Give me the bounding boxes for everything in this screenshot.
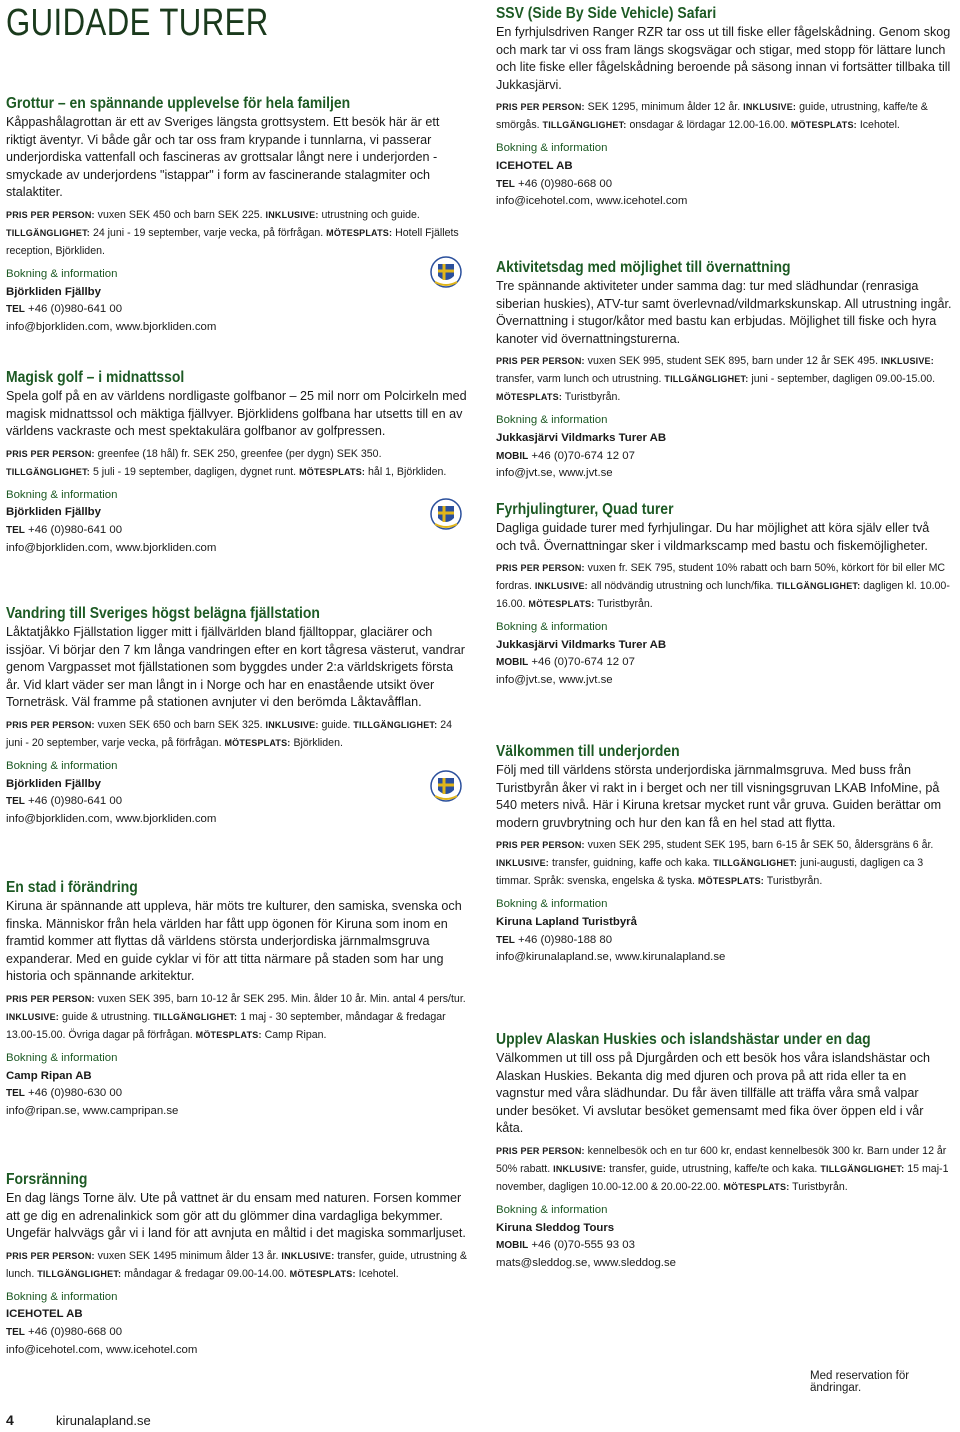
contact-heading: Bokning & information bbox=[496, 142, 608, 155]
fact-text: greenfee (18 hål) fr. SEK 250, greenfee (per dygn) SEK 350. bbox=[94, 447, 382, 460]
fact-text: Icehotel. bbox=[856, 119, 900, 132]
contact-heading: Bokning & information bbox=[496, 898, 608, 911]
phone-label: TEL bbox=[6, 796, 25, 808]
entry-facts bbox=[6, 445, 468, 481]
fact-text: vuxen fr. SEK 795, student 10% rabatt och barn 50%, körkort för bil eller MC fordras. bbox=[496, 562, 946, 593]
fact-label: MÖTESPLATS: bbox=[326, 227, 393, 238]
fact-label: INKLUSIVE: bbox=[265, 719, 319, 730]
tour-entry bbox=[496, 1030, 952, 1272]
fact-label: TILLGÄNGLIGHET: bbox=[353, 719, 438, 730]
entry-description: Följ med till världens största underjordiska järnmalmsgruva. Med buss från Turistbyrån åker vi rakt in i berget och ner till visningsgruvan LKAB InfoMine, på 540 meters nivå. Här i Kiruna kretsar mycket runt vår gruva. Guiden berättar om modern gruvbrytning och hur den kan få en hel stad att flytta. bbox=[496, 763, 942, 830]
entry-facts bbox=[496, 836, 952, 890]
contact-organization: Björkliden Fjällby bbox=[6, 777, 101, 790]
fact-text: Turistbyrån. bbox=[562, 391, 621, 404]
footer-site: kirunalapland.se bbox=[56, 1413, 151, 1428]
fact-label: MÖTESPLATS: bbox=[224, 737, 291, 748]
contact-block bbox=[496, 412, 952, 482]
contact-phone-line bbox=[496, 654, 952, 672]
fact-text: Björkliden. bbox=[290, 736, 343, 749]
contact-organization: Kiruna Lapland Turistbyrå bbox=[496, 915, 637, 928]
entry-facts bbox=[6, 1247, 468, 1283]
contact-email-web-link[interactable]: info@icehotel.com, www.icehotel.com bbox=[6, 1343, 198, 1356]
fact-text: kennelbesök och en tur 600 kr, endast kennelbesök 300 kr. Barn under 12 år 50% rabatt. bbox=[496, 1144, 947, 1175]
phone-number[interactable]: +46 (0)70-674 12 07 bbox=[528, 656, 635, 669]
tour-entry bbox=[496, 4, 952, 211]
contact-block bbox=[6, 266, 468, 336]
entry-description: Kåppashålagrottan är ett av Sveriges längsta grottsystem. Ett besök här är ett riktigt äventyr. Vi både går och tar oss fram krypande i tunnlarna, vi passerar underjordiska vattenfall och fascineras av grottsalar långt nere i underjorden - smyckade av underjordens "istappar" i form av fascinerande stalagmiter och stalaktiter. bbox=[6, 115, 440, 200]
phone-number[interactable]: +46 (0)980-668 00 bbox=[514, 177, 613, 190]
entry-facts bbox=[496, 98, 952, 134]
entry-description: Kiruna är spännande att uppleva, här möts tre kulturer, den samiska, svenska och finska. Människor från hela världen har fått upp ögonen för Kiruna som inom en framtid kommer att flyttas då världens största underjordiska järnmalmsgruva expanderar. Med en guide cyklar vi för att titta närmare på staden som har ung historia och spännande arkitektur. bbox=[6, 899, 462, 984]
phone-label: TEL bbox=[6, 524, 25, 536]
phone-number[interactable]: +46 (0)980-641 00 bbox=[24, 795, 123, 808]
contact-email-web-link[interactable]: info@bjorkliden.com, www.bjorkliden.com bbox=[6, 320, 217, 333]
tour-entry bbox=[6, 604, 468, 828]
fact-text: 24 juni - 20 september, varje vecka, på förfrågan. bbox=[6, 718, 453, 749]
fact-text: 5 juli - 19 september, dagligen, dygnet runt. bbox=[90, 465, 300, 478]
contact-email-web-link[interactable]: info@ripan.se, www.campripan.se bbox=[6, 1104, 179, 1117]
fact-label: INKLUSIVE: bbox=[880, 356, 934, 367]
contact-email-web-link[interactable]: info@jvt.se, www.jvt.se bbox=[496, 467, 613, 480]
quality-emblem-icon bbox=[430, 254, 462, 290]
phone-label: TEL bbox=[6, 304, 25, 316]
phone-number[interactable]: +46 (0)980-630 00 bbox=[24, 1087, 123, 1100]
entry-title: Aktivitetsdag med möjlighet till övernattning bbox=[496, 259, 791, 276]
contact-heading: Bokning & information bbox=[6, 488, 118, 501]
fact-label: INKLUSIVE: bbox=[265, 209, 319, 220]
fact-text: guide. bbox=[318, 718, 354, 731]
phone-label: TEL bbox=[496, 178, 515, 190]
entry-facts bbox=[496, 559, 952, 613]
entry-description: En dag längs Torne älv. Ute på vattnet är du ensam med naturen. Forsen kommer att ge dig en adrenalinkick som gör att du glömmer dina vardagliga bekymmer. Ungefär halvvägs går vi i land för att avnjuta en måltid i det magiska sommarljuset. bbox=[6, 1191, 466, 1241]
tour-entry bbox=[6, 878, 468, 1120]
quality-emblem-icon bbox=[430, 768, 462, 804]
fact-text: transfer, guidning, kaffe och kaka. bbox=[549, 857, 714, 870]
fact-text: måndagar & fredagar 09.00-14.00. bbox=[121, 1267, 290, 1280]
fact-text: 1 maj - 30 september, måndagar & fredagar 13.00-15.00. Övriga dagar på förfrågan. bbox=[6, 1010, 446, 1041]
contact-block bbox=[6, 758, 468, 828]
quality-emblem-icon bbox=[430, 496, 462, 532]
page-number: 4 bbox=[6, 1412, 14, 1428]
tour-entry bbox=[6, 368, 468, 557]
entry-title: Forsränning bbox=[6, 1171, 88, 1188]
contact-block bbox=[6, 1050, 468, 1120]
fact-label: INKLUSIVE: bbox=[534, 581, 588, 592]
tour-entry bbox=[496, 742, 952, 967]
fact-label: INKLUSIVE: bbox=[553, 1163, 607, 1174]
fact-label: TILLGÄNGLIGHET: bbox=[153, 1011, 238, 1022]
contact-organization: Jukkasjärvi Vildmarks Turer AB bbox=[496, 638, 667, 651]
fact-text: vuxen SEK 1495 minimum ålder 13 år. bbox=[94, 1249, 282, 1262]
phone-number[interactable]: +46 (0)980-668 00 bbox=[24, 1325, 123, 1338]
fact-text: transfer, varm lunch och utrustning. bbox=[496, 373, 665, 386]
fact-label: MÖTESPLATS: bbox=[723, 1181, 790, 1192]
contact-phone-line bbox=[6, 1085, 468, 1103]
contact-email-web-link[interactable]: info@bjorkliden.com, www.bjorkliden.com bbox=[6, 812, 217, 825]
footnote: Med reservation för ändringar. bbox=[810, 1370, 910, 1394]
contact-organization: Björkliden Fjällby bbox=[6, 285, 101, 298]
fact-label: PRIS PER PERSON: bbox=[496, 840, 585, 851]
fact-label: TILLGÄNGLIGHET: bbox=[37, 1268, 122, 1279]
fact-label: MÖTESPLATS: bbox=[697, 876, 764, 887]
fact-text: SEK 1295, minimum ålder 12 år. bbox=[584, 101, 744, 114]
contact-block bbox=[496, 1202, 952, 1272]
fact-label: PRIS PER PERSON: bbox=[6, 719, 95, 730]
page-title: GUIDADE TURER bbox=[6, 2, 269, 44]
contact-heading: Bokning & information bbox=[6, 1051, 118, 1064]
phone-label: MOBIL bbox=[496, 1240, 529, 1252]
contact-block bbox=[6, 1289, 468, 1359]
contact-phone-line bbox=[6, 522, 468, 540]
fact-text: Turistbyrån. bbox=[789, 1180, 848, 1193]
contact-email-web-link[interactable]: info@bjorkliden.com, www.bjorkliden.com bbox=[6, 541, 217, 554]
contact-organization: ICEHOTEL AB bbox=[496, 159, 573, 172]
fact-label: TILLGÄNGLIGHET: bbox=[820, 1163, 905, 1174]
entry-facts bbox=[6, 990, 468, 1044]
fact-label: PRIS PER PERSON: bbox=[6, 993, 95, 1004]
fact-text: 15 maj-1 november, dagligen 10.00-12.00 & 20.00-22.00. bbox=[496, 1162, 949, 1193]
tour-entry bbox=[496, 500, 952, 690]
fact-label: INKLUSIVE: bbox=[743, 102, 797, 113]
fact-label: PRIS PER PERSON: bbox=[496, 356, 585, 367]
contact-organization: Björkliden Fjällby bbox=[6, 506, 101, 519]
fact-label: MÖTESPLATS: bbox=[496, 392, 563, 403]
fact-label: INKLUSIVE: bbox=[496, 858, 550, 869]
fact-label: MÖTESPLATS: bbox=[299, 466, 366, 477]
phone-number[interactable]: +46 (0)70-674 12 07 bbox=[528, 449, 635, 462]
fact-label: TILLGÄNGLIGHET: bbox=[6, 227, 90, 238]
fact-label: MÖTESPLATS: bbox=[528, 599, 595, 610]
entry-title: Grottur – en spännande upplevelse för hela familjen bbox=[6, 95, 351, 112]
contact-phone-line bbox=[6, 301, 468, 319]
contact-email-web-link[interactable]: info@kirunalapland.se, www.kirunalapland.se bbox=[496, 951, 726, 964]
fact-text: hål 1, Björkliden. bbox=[365, 465, 447, 478]
fact-text: Hotell Fjällets reception, Björkliden. bbox=[6, 226, 459, 257]
fact-text: all nödvändig utrustning och lunch/fika. bbox=[587, 580, 777, 593]
contact-heading: Bokning & information bbox=[6, 759, 118, 772]
contact-block bbox=[6, 487, 468, 557]
entry-title: Vandring till Sveriges högst belägna fjällstation bbox=[6, 605, 320, 622]
fact-label: PRIS PER PERSON: bbox=[496, 1145, 585, 1156]
entry-title: En stad i förändring bbox=[6, 879, 138, 896]
fact-label: PRIS PER PERSON: bbox=[496, 102, 585, 113]
contact-heading: Bokning & information bbox=[6, 1290, 118, 1303]
phone-number[interactable]: +46 (0)980-641 00 bbox=[24, 303, 123, 316]
entry-description: Tre spännande aktiviteter under samma dag: tur med slädhundar (renrasiga siberian huskies), ATV-tur samt överlevnad/vildmarkskunskap. All utrustning ingår. Övernattning i stugor/kåtor med bastu kan erbjudas. Möjlighet till fiske och hyra kanoter vid övernattningsturerna. bbox=[496, 279, 952, 346]
contact-organization: Camp Ripan AB bbox=[6, 1069, 92, 1082]
phone-label: MOBIL bbox=[496, 657, 529, 669]
contact-organization: Jukkasjärvi Vildmarks Turer AB bbox=[496, 431, 667, 444]
fact-label: MÖTESPLATS: bbox=[289, 1268, 356, 1279]
fact-text: vuxen SEK 650 och barn SEK 325. bbox=[94, 718, 266, 731]
contact-phone-line bbox=[6, 793, 468, 811]
fact-label: INKLUSIVE: bbox=[6, 1011, 60, 1022]
entry-description: Låktatjåkko Fjällstation ligger mitt i fjällvärlden bland fjälltoppar, glaciärer och issjöar. Vi börjar den 7 km långa vandringen efter en kort tågresa västerut, vandrar genom Vargpasset mot fjällstationen som byggdes under 2:a världskrigets första år. Vid klart väder ser man långt in i Norge och har en enastående utsikt över Torneträsk. Väl framme på stationen avnjuter vi den berömda Låktavåfflan. bbox=[6, 625, 465, 710]
entry-description: Spela golf på en av världens nordligaste golfbanor – 25 mil norr om Polcirkeln med magisk midnattssol och mäktiga fjällvyer. Björklidens golfbana har utsetts till en av världens vackraste och mest spektakulära golfbanor av golfpressen. bbox=[6, 389, 467, 439]
contact-heading: Bokning & information bbox=[496, 621, 608, 634]
fact-text: onsdagar & lördagar 12.00-16.00. bbox=[626, 119, 791, 132]
fact-text: Camp Ripan. bbox=[261, 1028, 327, 1041]
entry-title: Välkommen till underjorden bbox=[496, 743, 680, 760]
phone-label: MOBIL bbox=[496, 450, 529, 462]
fact-text: vuxen SEK 395, barn 10-12 år SEK 295. Min. ålder 10 år. Min. antal 4 pers/tur. bbox=[94, 992, 466, 1005]
entry-description: Välkommen ut till oss på Djurgården och ett besök hos våra islandshästar och Alaskan Huskies. Bekanta dig med djuren och prova på att rida eller ta en vagnstur med våra slädhundar. Du får även tillfälle att träffa våra små valpar under besöket. Vi avslutar besöket gemensamt med fika över öppen eld i vår kåta. bbox=[496, 1051, 931, 1136]
entry-description: Dagliga guidade turer med fyrhjulingar. Du har möjlighet att köra själv eller två och två. Övernattningar sker i vildmarkscamp med bastu och fiskemöjligheter. bbox=[496, 521, 930, 553]
contact-heading: Bokning & information bbox=[496, 1203, 608, 1216]
entry-facts bbox=[496, 352, 952, 406]
entry-title: SSV (Side By Side Vehicle) Safari bbox=[496, 5, 717, 22]
fact-text: dagligen kl. 10.00-16.00. bbox=[496, 580, 950, 611]
phone-number[interactable]: +46 (0)980-641 00 bbox=[24, 523, 123, 536]
fact-text: vuxen SEK 295, student SEK 195, barn 6-15 år SEK 50, åldersgräns 6 år. bbox=[584, 839, 934, 852]
contact-phone-line bbox=[496, 932, 952, 950]
phone-number[interactable]: +46 (0)980-188 80 bbox=[514, 933, 613, 946]
entry-facts bbox=[6, 716, 468, 752]
fact-label: INKLUSIVE: bbox=[281, 1250, 335, 1261]
fact-text: vuxen SEK 450 och barn SEK 225. bbox=[94, 208, 266, 221]
contact-phone-line bbox=[496, 1237, 952, 1255]
contact-phone-line bbox=[6, 1324, 468, 1342]
entry-description: En fyrhjulsdriven Ranger RZR tar oss ut till fiske eller fågelskådning. Genom skog och mark tar vi oss fram längs skogsvägar och stigar, med stopp för lättare lunch och lite fiske eller fågelskådning beroende på säsong innan vi fortsätter tillbaka till Jukkasjärvi. bbox=[496, 25, 951, 92]
fact-label: PRIS PER PERSON: bbox=[6, 209, 95, 220]
fact-label: TILLGÄNGLIGHET: bbox=[776, 581, 861, 592]
contact-block bbox=[496, 140, 952, 210]
contact-phone-line bbox=[496, 176, 952, 194]
contact-block bbox=[496, 619, 952, 689]
entry-title: Upplev Alaskan Huskies och islandshästar under en dag bbox=[496, 1031, 871, 1048]
fact-text: Turistbyrån. bbox=[594, 598, 653, 611]
contact-phone-line bbox=[496, 448, 952, 466]
fact-text: 24 juni - 19 september, varje vecka, på förfrågan. bbox=[90, 226, 327, 239]
fact-text: vuxen SEK 995, student SEK 895, barn under 12 år SEK 495. bbox=[584, 355, 881, 368]
entry-title: Magisk golf – i midnattssol bbox=[6, 369, 185, 386]
contact-heading: Bokning & information bbox=[496, 414, 608, 427]
fact-label: TILLGÄNGLIGHET: bbox=[664, 374, 749, 385]
fact-label: PRIS PER PERSON: bbox=[6, 1250, 95, 1261]
fact-label: PRIS PER PERSON: bbox=[496, 563, 585, 574]
tour-entry bbox=[6, 94, 468, 336]
phone-number[interactable]: +46 (0)70-555 93 03 bbox=[528, 1239, 635, 1252]
contact-organization: Kiruna Sleddog Tours bbox=[496, 1221, 615, 1234]
fact-text: juni - september, dagligen 09.00-15.00. bbox=[748, 373, 936, 386]
contact-email-web-link[interactable]: info@icehotel.com, www.icehotel.com bbox=[496, 195, 688, 208]
tour-entry bbox=[496, 258, 952, 483]
fact-text: Turistbyrån. bbox=[763, 875, 823, 888]
fact-text: juni-augusti, dagligen ca 3 timmar. Språk: svenska, engelska & tyska. bbox=[496, 857, 924, 888]
tour-entry bbox=[6, 1170, 468, 1359]
phone-label: TEL bbox=[496, 934, 515, 946]
fact-text: transfer, guide, utrustning & lunch. bbox=[6, 1249, 467, 1280]
fact-text: transfer, guide, utrustning, kaffe/te och kaka. bbox=[606, 1162, 821, 1175]
contact-block bbox=[496, 896, 952, 966]
entry-title: Fyrhjulingturer, Quad turer bbox=[496, 501, 674, 518]
entry-facts bbox=[6, 206, 468, 260]
fact-label: TILLGÄNGLIGHET: bbox=[713, 858, 798, 869]
entry-facts bbox=[496, 1142, 952, 1196]
contact-email-web-link[interactable]: info@jvt.se, www.jvt.se bbox=[496, 673, 613, 686]
contact-organization: ICEHOTEL AB bbox=[6, 1308, 83, 1321]
fact-text: guide, utrustning, kaffe/te & smörgås. bbox=[496, 101, 928, 132]
fact-label: MÖTESPLATS: bbox=[195, 1029, 262, 1040]
fact-text: utrustning och guide. bbox=[318, 208, 420, 221]
contact-heading: Bokning & information bbox=[6, 267, 118, 280]
fact-label: TILLGÄNGLIGHET: bbox=[542, 120, 627, 131]
phone-label: TEL bbox=[6, 1326, 25, 1338]
phone-label: TEL bbox=[6, 1088, 25, 1100]
fact-label: MÖTESPLATS: bbox=[790, 120, 857, 131]
fact-label: TILLGÄNGLIGHET: bbox=[6, 466, 90, 477]
contact-email-web-link[interactable]: mats@sleddog.se, www.sleddog.se bbox=[496, 1256, 676, 1269]
fact-text: guide & utrustning. bbox=[59, 1010, 154, 1023]
fact-text: Icehotel. bbox=[355, 1267, 399, 1280]
fact-label: PRIS PER PERSON: bbox=[6, 448, 95, 459]
